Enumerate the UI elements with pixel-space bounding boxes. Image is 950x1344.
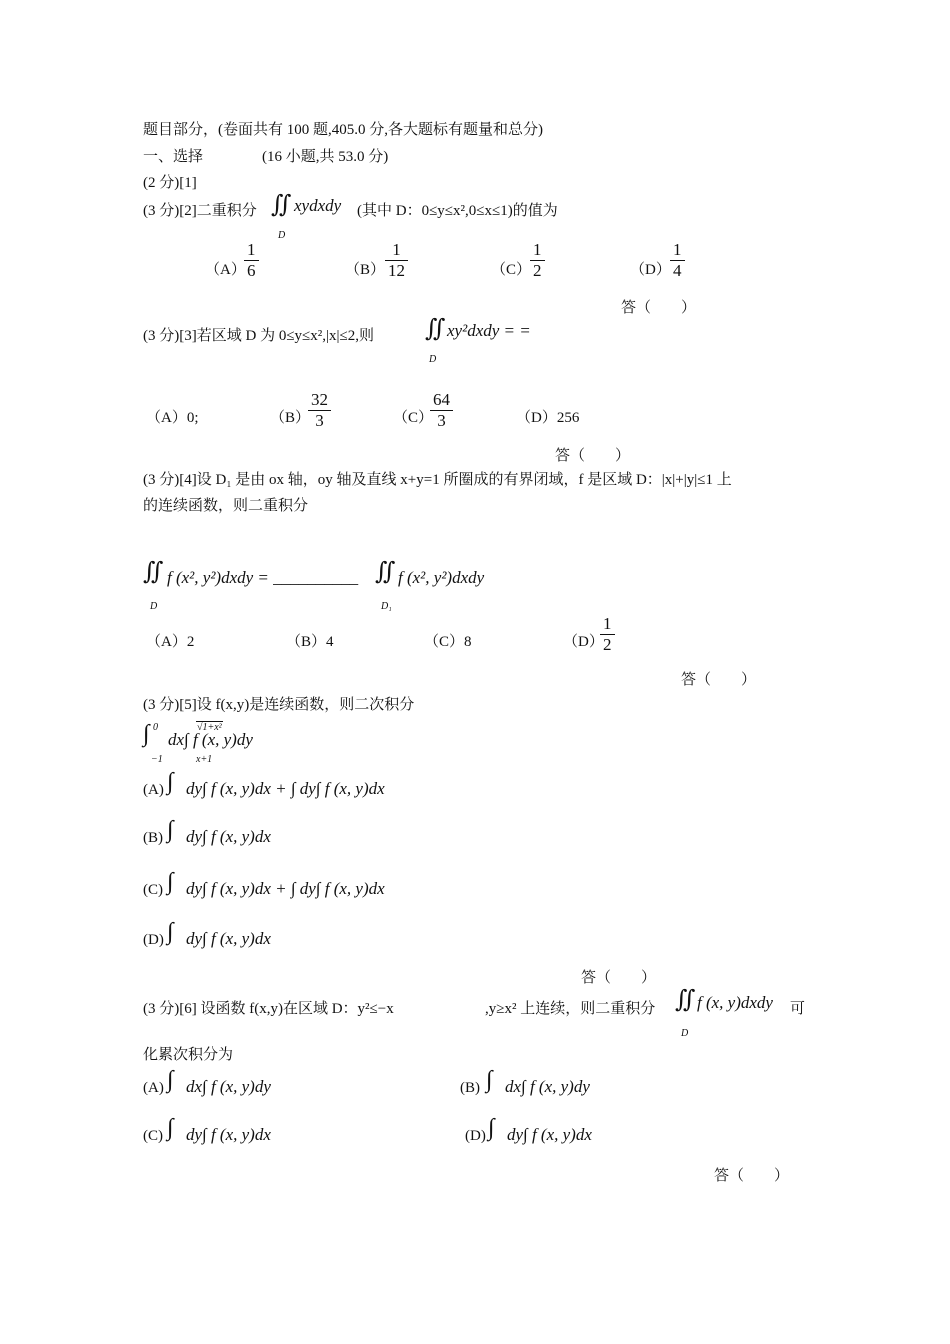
q2-opt-c-frac: $\frac{1}{2}$ xyxy=(530,240,545,281)
q2-condition: (其中 D：0≤y≤x²,0≤x≤1)的值为 xyxy=(357,203,558,219)
q5-inner-hi: √1+x² xyxy=(197,722,222,733)
q6-opt-a-expr: dx∫ f (x, y)dy xyxy=(186,1077,271,1096)
q4-opt-d-frac: $\frac{1}{2}$ xyxy=(600,614,615,655)
q5-lim-lo: −1 xyxy=(151,754,163,765)
q5-opt-d-label[interactable]: (D) xyxy=(143,932,164,948)
q4-opt-d-label[interactable]: （D） xyxy=(563,634,604,650)
question-2-prefix: (3 分)[2]二重积分 xyxy=(143,203,257,219)
q5-opt-b-label[interactable]: (B) xyxy=(143,830,163,846)
q5-opt-b-expr: dy∫ f (x, y)dx xyxy=(186,827,271,846)
q3-opt-d[interactable]: （D）256 xyxy=(516,410,580,426)
integral-sign: ∫ xyxy=(486,1067,493,1093)
integral-sign: ∫ xyxy=(167,1067,174,1093)
q6-opt-d-expr: dy∫ f (x, y)dx xyxy=(507,1125,592,1144)
q2-region: D xyxy=(278,230,286,241)
header-line: 题目部分，(卷面共有 100 题,405.0 分,各大题标有题量和总分) xyxy=(143,122,543,138)
integral-sign: ∫ xyxy=(167,769,174,795)
question-3-prefix: (3 分)[3]若区域 D 为 0≤y≤x²,|x|≤2,则 xyxy=(143,328,375,344)
integral-sign: ∫ xyxy=(143,721,150,747)
integral-sign: ∫ xyxy=(167,1115,174,1141)
q5-answer: 答（ ） xyxy=(581,970,657,986)
q2-opt-d-frac: $\frac{1}{4}$ xyxy=(670,240,685,281)
q2-opt-b-label[interactable]: （B） xyxy=(345,262,386,278)
double-integral-sign: ∬ xyxy=(375,559,396,585)
q5-opt-a-expr: dy∫ f (x, y)dx + ∫ dy∫ f (x, y)dx xyxy=(186,779,385,798)
double-integral-sign: ∬ xyxy=(271,192,292,218)
q6-region: D xyxy=(681,1028,689,1039)
q2-opt-c-label[interactable]: （C） xyxy=(491,262,532,278)
q3-opt-c-frac: $\frac{64}{3}$ xyxy=(430,390,453,431)
q6-answer: 答（ ） xyxy=(714,1168,790,1184)
q4-answer: 答（ ） xyxy=(681,672,757,688)
question-6-line2: 化累次积分为 xyxy=(143,1047,234,1063)
question-5-prefix: (3 分)[5]设 f(x,y)是连续函数，则二次积分 xyxy=(143,697,415,713)
q4-right: f (x², y²)dxdy xyxy=(398,568,485,587)
integral-sign: ∫ xyxy=(488,1115,495,1141)
double-integral-sign: ∬ xyxy=(675,987,696,1013)
q6-opt-d-label[interactable]: (D) xyxy=(465,1128,486,1144)
q4-opt-a[interactable]: （A）2 xyxy=(146,634,195,650)
q4-region-left: D xyxy=(150,601,158,612)
q2-opt-a-label[interactable]: （A） xyxy=(205,262,246,278)
double-integral-sign: ∬ xyxy=(425,316,446,342)
q3-answer: 答（ ） xyxy=(555,448,631,464)
q4-region-right: D₁ xyxy=(381,601,392,612)
q3-opt-a[interactable]: （A）0; xyxy=(146,410,199,426)
q2-opt-d-label[interactable]: （D） xyxy=(630,262,671,278)
q6-opt-a-label[interactable]: (A) xyxy=(143,1080,164,1096)
q5-lim-hi: 0 xyxy=(153,722,158,733)
q2-integrand: xydxdy xyxy=(294,196,342,215)
q6-opt-c-label[interactable]: (C) xyxy=(143,1128,163,1144)
q5-main: dx∫ f (x, y)dy xyxy=(168,730,253,749)
q5-opt-c-label[interactable]: (C) xyxy=(143,882,163,898)
integral-sign: ∫ xyxy=(167,817,174,843)
integral-sign: ∫ xyxy=(167,919,174,945)
q3-opt-c-label[interactable]: （C） xyxy=(393,410,434,426)
question-4-text2: 的连续函数，则二重积分 xyxy=(143,498,309,514)
question-4-text1: (3 分)[4]设 D₁ 是由 ox 轴，oy 轴及直线 x+y=1 所圈成的有界闭域，f 是区域 D：|x|+|y|≤1 上 xyxy=(143,472,732,488)
double-integral-sign: ∬ xyxy=(143,559,164,585)
q3-integrand: xy²dxdy = = xyxy=(447,321,531,340)
section-label: 一、选择 xyxy=(143,149,204,165)
q3-opt-b-frac: $\frac{32}{3}$ xyxy=(308,390,331,431)
q2-opt-a-frac: $\frac{1}{6}$ xyxy=(244,240,259,281)
q3-region: D xyxy=(429,354,437,365)
q2-opt-b-frac: $\frac{1}{12}$ xyxy=(385,240,408,281)
q6-tail: 可 xyxy=(790,1001,806,1017)
q6-opt-c-expr: dy∫ f (x, y)dx xyxy=(186,1125,271,1144)
q4-left: f (x², y²)dxdy = __________ xyxy=(167,568,359,587)
q4-opt-c[interactable]: （C）8 xyxy=(424,634,472,650)
integral-sign: ∫ xyxy=(167,869,174,895)
q5-opt-c-expr: dy∫ f (x, y)dx + ∫ dy∫ f (x, y)dx xyxy=(186,879,385,898)
q2-answer: 答（ ） xyxy=(621,300,697,316)
q5-opt-a-label[interactable]: (A) xyxy=(143,782,164,798)
q5-opt-d-expr: dy∫ f (x, y)dx xyxy=(186,929,271,948)
section-detail: (16 小题,共 53.0 分) xyxy=(262,149,389,165)
q6-opt-b-expr: dx∫ f (x, y)dy xyxy=(505,1077,590,1096)
q3-opt-b-label[interactable]: （B） xyxy=(270,410,311,426)
q6-opt-b-label[interactable]: (B) xyxy=(460,1080,480,1096)
question-6-mid: ,y≥x² 上连续，则二重积分 xyxy=(485,1001,656,1017)
question-1: (2 分)[1] xyxy=(143,175,197,191)
q5-inner-lo: x+1 xyxy=(196,754,213,765)
question-6-prefix: (3 分)[6] 设函数 f(x,y)在区域 D：y²≤−x xyxy=(143,1001,394,1017)
q6-integrand: f (x, y)dxdy xyxy=(697,993,773,1012)
q4-opt-b[interactable]: （B）4 xyxy=(286,634,334,650)
